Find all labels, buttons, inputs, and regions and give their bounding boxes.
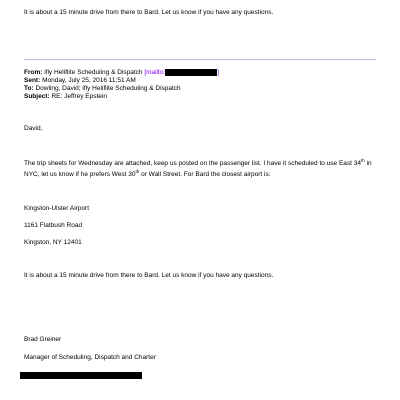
signature-redaction-bar <box>20 372 142 379</box>
subject-row <box>24 93 107 101</box>
signature-name: Brad Greiner <box>24 336 62 343</box>
to-label: To: <box>24 85 34 92</box>
sent-value: Monday, July 25, 2016 11:51 AM <box>42 77 136 84</box>
subject-value: RE: Jeffrey Epstein <box>51 93 107 100</box>
closing-line: It is about a 15 minute drive from there to Bard. Let us know if you have any questions. <box>24 272 274 279</box>
from-label: From: <box>24 69 43 77</box>
to-row <box>24 85 181 93</box>
airport-street: 1161 Flatbush Road <box>24 222 83 229</box>
intro-line: It is about a 15 minute drive from there to Bard. Let us know if you have any questions. <box>24 9 274 16</box>
from-row <box>24 69 219 77</box>
sent-label: Sent: <box>24 77 41 84</box>
redaction-bar <box>165 69 217 76</box>
signature-title: Manager of Scheduling, Dispatch and Charter <box>24 354 156 361</box>
sent-row <box>24 77 136 85</box>
from-value: ifly Heliflite Scheduling & Dispatch <box>44 69 143 77</box>
airport-city: Kingston, NY 12401 <box>24 239 82 246</box>
mailto-link[interactable]: [mailto: ] <box>144 69 220 77</box>
greeting: David, <box>24 125 43 132</box>
paragraph-line-1: The trip sheets for Wednesday are attached, keep us posted on the passenger list. I have it scheduled to use East 34th in <box>24 157 372 167</box>
to-value: Dowling, David; ifly Heliflite Scheduling & Dispatch <box>35 85 181 92</box>
subject-label: Subject: <box>24 93 50 100</box>
paragraph-line-2: NYC, let us know if he prefers West 30th or Wall Street. For Bard the closest airport is: <box>24 168 271 178</box>
airport-name: Kingston-Ulster Airport <box>24 205 90 212</box>
header-divider <box>24 59 376 60</box>
